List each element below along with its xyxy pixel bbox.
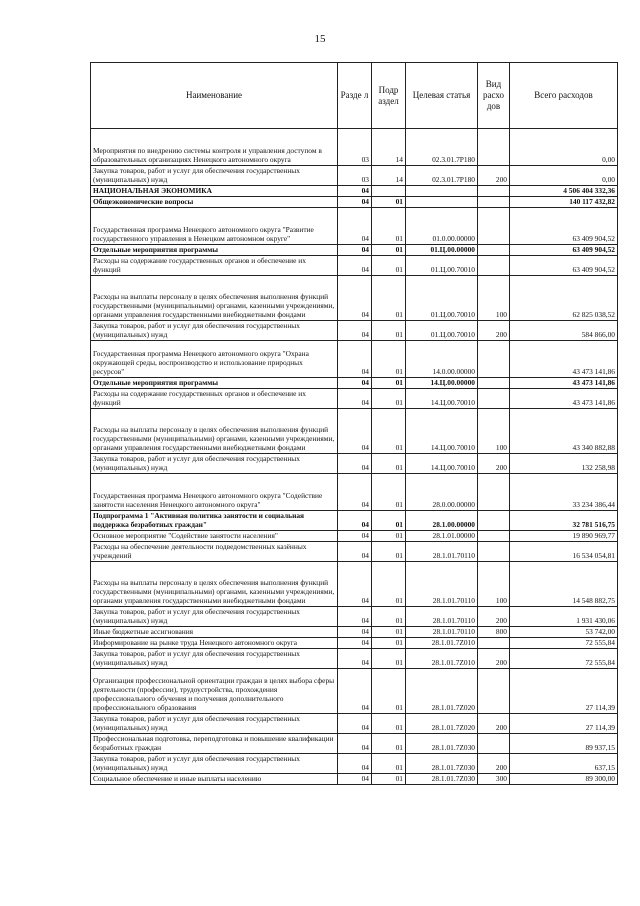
budget-table: [90, 62, 618, 785]
cell-sub: 01: [372, 531, 406, 542]
table-row: [91, 186, 618, 197]
cell-section: 04: [338, 669, 372, 714]
cell-section: 04: [338, 627, 372, 638]
cell-amount: 63 409 904,52: [510, 245, 618, 256]
cell-type: [478, 638, 510, 649]
cell-amount: 19 890 969,77: [510, 531, 618, 542]
table-row: [91, 754, 618, 774]
cell-name: Расходы на выплаты персоналу в целях обеспечения выполнения функций государственными (муниципальными) органами, казенными учреждениями, органами управления государственными внебюджетными фондами: [91, 409, 338, 454]
cell-type: [478, 197, 510, 208]
cell-type: 200: [478, 166, 510, 186]
cell-sub: 01: [372, 669, 406, 714]
cell-type: [478, 389, 510, 409]
table-row: [91, 166, 618, 186]
cell-sub: 01: [372, 542, 406, 562]
cell-type: 100: [478, 562, 510, 607]
cell-section: 04: [338, 531, 372, 542]
cell-section: 04: [338, 474, 372, 511]
cell-name: НАЦИОНАЛЬНАЯ ЭКОНОМИКА: [91, 186, 338, 197]
table-row: [91, 669, 618, 714]
header-total: Всего расходов: [510, 63, 618, 129]
cell-amount: 1 931 430,06: [510, 607, 618, 627]
table-row: [91, 409, 618, 454]
cell-target: 02.3.01.7Р180: [406, 129, 478, 166]
cell-type: [478, 511, 510, 531]
cell-sub: 01: [372, 197, 406, 208]
cell-target: 14.Ц.00.70010: [406, 409, 478, 454]
cell-amount: 4 506 404 332,36: [510, 186, 618, 197]
cell-amount: 32 781 516,75: [510, 511, 618, 531]
cell-target: 28.1.01.7Z010: [406, 649, 478, 669]
cell-target: 28.1.01.7Z030: [406, 774, 478, 785]
cell-amount: 584 866,00: [510, 321, 618, 341]
table-row: [91, 638, 618, 649]
cell-sub: 01: [372, 607, 406, 627]
cell-name: Иные бюджетные ассигнования: [91, 627, 338, 638]
cell-name: Расходы на содержание государственных органов и обеспечение их функций: [91, 256, 338, 276]
cell-type: [478, 734, 510, 754]
cell-sub: 01: [372, 754, 406, 774]
cell-name: Закупка товаров, работ и услуг для обеспечения государственных (муниципальных) нужд: [91, 714, 338, 734]
cell-target: 01.Ц.00.00000: [406, 245, 478, 256]
table-row: [91, 208, 618, 245]
cell-amount: 43 473 141,86: [510, 389, 618, 409]
cell-target: 28.1.01.7Z020: [406, 714, 478, 734]
cell-type: [478, 378, 510, 389]
cell-section: 04: [338, 341, 372, 378]
cell-section: 04: [338, 638, 372, 649]
cell-sub: 01: [372, 245, 406, 256]
cell-type: 200: [478, 321, 510, 341]
cell-name: Расходы на выплаты персоналу в целях обеспечения выполнения функций государственными (муниципальными) органами, казенными учреждениями, органами управления государственными внебюджетными фондами: [91, 276, 338, 321]
table-row: [91, 454, 618, 474]
cell-sub: 01: [372, 638, 406, 649]
cell-type: 100: [478, 409, 510, 454]
cell-sub: 01: [372, 734, 406, 754]
cell-section: 04: [338, 208, 372, 245]
cell-sub: 01: [372, 321, 406, 341]
cell-section: 04: [338, 321, 372, 341]
cell-name: Отдельные мероприятия программы: [91, 245, 338, 256]
cell-name: Мероприятия по внедрению системы контроля и управления доступом в образовательных организациях Ненецкого автономного округа: [91, 129, 338, 166]
cell-name: Государственная программа Ненецкого автономного округа "Охрана окружающей среды, воспроизводство и использование природных ресурсов": [91, 341, 338, 378]
table-row: [91, 607, 618, 627]
cell-section: 04: [338, 197, 372, 208]
cell-sub: 01: [372, 649, 406, 669]
table-row: [91, 474, 618, 511]
cell-type: 200: [478, 714, 510, 734]
cell-sub: [372, 186, 406, 197]
cell-name: Закупка товаров, работ и услуг для обеспечения государственных (муниципальных) нужд: [91, 166, 338, 186]
table-row: [91, 714, 618, 734]
cell-section: 04: [338, 186, 372, 197]
cell-amount: 89 300,00: [510, 774, 618, 785]
cell-section: 04: [338, 511, 372, 531]
cell-amount: 0,00: [510, 166, 618, 186]
cell-target: 14.Ц.00.00000: [406, 378, 478, 389]
cell-type: 100: [478, 276, 510, 321]
cell-name: Информирование на рынке труда Ненецкого автономного округа: [91, 638, 338, 649]
cell-section: 04: [338, 542, 372, 562]
cell-amount: 89 937,15: [510, 734, 618, 754]
cell-target: 14.Ц.00.70010: [406, 454, 478, 474]
cell-section: 04: [338, 607, 372, 627]
cell-sub: 01: [372, 454, 406, 474]
cell-type: [478, 341, 510, 378]
cell-type: [478, 186, 510, 197]
table-row: [91, 627, 618, 638]
table-body: [91, 129, 618, 785]
cell-name: Расходы на содержание государственных органов и обеспечение их функций: [91, 389, 338, 409]
cell-type: 800: [478, 627, 510, 638]
cell-type: 300: [478, 774, 510, 785]
table-row: [91, 245, 618, 256]
cell-section: 04: [338, 389, 372, 409]
cell-section: 03: [338, 166, 372, 186]
cell-sub: 14: [372, 166, 406, 186]
cell-sub: 01: [372, 341, 406, 378]
cell-amount: 14 548 882,75: [510, 562, 618, 607]
cell-target: 28.1.00.00000: [406, 511, 478, 531]
cell-amount: 27 114,39: [510, 714, 618, 734]
table-row: [91, 341, 618, 378]
cell-section: 04: [338, 649, 372, 669]
cell-section: 04: [338, 276, 372, 321]
header-section: Разде л: [338, 63, 372, 129]
cell-type: [478, 474, 510, 511]
cell-amount: 140 117 432,82: [510, 197, 618, 208]
cell-section: 04: [338, 256, 372, 276]
table-row: [91, 276, 618, 321]
cell-sub: 01: [372, 774, 406, 785]
cell-type: [478, 208, 510, 245]
cell-section: 04: [338, 378, 372, 389]
table-row: [91, 321, 618, 341]
cell-type: 200: [478, 649, 510, 669]
cell-target: [406, 197, 478, 208]
cell-target: 01.0.00.00000: [406, 208, 478, 245]
cell-type: [478, 669, 510, 714]
cell-name: Закупка товаров, работ и услуг для обеспечения государственных (муниципальных) нужд: [91, 454, 338, 474]
cell-name: Основное мероприятие "Содействие занятости населения": [91, 531, 338, 542]
header-type: Вид расхо дов: [478, 63, 510, 129]
cell-amount: 72 555,84: [510, 638, 618, 649]
cell-name: Социальное обеспечение и иные выплаты населению: [91, 774, 338, 785]
cell-amount: 43 473 141,86: [510, 341, 618, 378]
cell-type: [478, 129, 510, 166]
header-name: Наименование: [91, 63, 338, 129]
cell-target: 28.1.01.00000: [406, 531, 478, 542]
cell-sub: 01: [372, 256, 406, 276]
cell-sub: 01: [372, 562, 406, 607]
cell-section: 03: [338, 129, 372, 166]
cell-type: 200: [478, 454, 510, 474]
cell-section: 04: [338, 714, 372, 734]
cell-sub: 01: [372, 208, 406, 245]
cell-type: 200: [478, 607, 510, 627]
cell-type: [478, 531, 510, 542]
table-row: [91, 542, 618, 562]
table-row: [91, 531, 618, 542]
cell-section: 04: [338, 245, 372, 256]
cell-section: 04: [338, 454, 372, 474]
cell-target: 28.1.01.70110: [406, 627, 478, 638]
cell-section: 04: [338, 409, 372, 454]
cell-name: Закупка товаров, работ и услуг для обеспечения государственных (муниципальных) нужд: [91, 649, 338, 669]
table-row: [91, 649, 618, 669]
cell-name: Общеэкономические вопросы: [91, 197, 338, 208]
header-target: Целевая статья: [406, 63, 478, 129]
cell-type: [478, 245, 510, 256]
cell-target: 14.0.00.00000: [406, 341, 478, 378]
cell-sub: 01: [372, 389, 406, 409]
cell-name: Закупка товаров, работ и услуг для обеспечения государственных (муниципальных) нужд: [91, 607, 338, 627]
table-row: [91, 378, 618, 389]
cell-name: Государственная программа Ненецкого автономного округа "Содействие занятости населения Ненецкого автономного округа": [91, 474, 338, 511]
cell-name: Закупка товаров, работ и услуг для обеспечения государственных (муниципальных) нужд: [91, 754, 338, 774]
cell-amount: 53 742,00: [510, 627, 618, 638]
cell-target: 01.Ц.00.70010: [406, 256, 478, 276]
cell-target: 28.1.01.7Z030: [406, 754, 478, 774]
cell-amount: 62 825 038,52: [510, 276, 618, 321]
cell-name: Профессиональная подготовка, переподготовка и повышение квалификации безработных граждан: [91, 734, 338, 754]
cell-amount: 16 534 054,81: [510, 542, 618, 562]
cell-amount: 637,15: [510, 754, 618, 774]
table-row: [91, 774, 618, 785]
cell-sub: 01: [372, 474, 406, 511]
cell-amount: 33 234 386,44: [510, 474, 618, 511]
page-number: 15: [314, 33, 326, 45]
cell-amount: 27 114,39: [510, 669, 618, 714]
cell-type: [478, 256, 510, 276]
cell-sub: 01: [372, 409, 406, 454]
cell-amount: 43 473 141,86: [510, 378, 618, 389]
table-row: [91, 511, 618, 531]
cell-sub: 01: [372, 276, 406, 321]
cell-target: 28.1.01.7Z030: [406, 734, 478, 754]
table-row: [91, 197, 618, 208]
cell-sub: 01: [372, 627, 406, 638]
cell-type: [478, 542, 510, 562]
table-row: [91, 389, 618, 409]
cell-sub: 01: [372, 378, 406, 389]
cell-sub: 01: [372, 511, 406, 531]
cell-target: 28.1.01.7Z010: [406, 638, 478, 649]
cell-sub: 01: [372, 714, 406, 734]
table-row: [91, 734, 618, 754]
cell-name: Отдельные мероприятия программы: [91, 378, 338, 389]
cell-target: 28.1.01.70110: [406, 607, 478, 627]
cell-target: 28.1.01.70110: [406, 562, 478, 607]
cell-name: Государственная программа Ненецкого автономного округа "Развитие государственного управления в Ненецком автономном округе": [91, 208, 338, 245]
cell-section: 04: [338, 754, 372, 774]
cell-amount: 0,00: [510, 129, 618, 166]
cell-target: 01.Ц.00.70010: [406, 276, 478, 321]
cell-target: [406, 186, 478, 197]
cell-target: 28.1.01.70110: [406, 542, 478, 562]
cell-target: 02.3.01.7Р180: [406, 166, 478, 186]
cell-sub: 14: [372, 129, 406, 166]
cell-name: Организация профессиональной ориентации граждан в целях выбора сферы деятельности (профессии), трудоустройства, прохождения профессионального обучения и получения дополнительного профессионального образования: [91, 669, 338, 714]
cell-target: 01.Ц.00.70010: [406, 321, 478, 341]
cell-section: 04: [338, 774, 372, 785]
cell-name: Расходы на обеспечение деятельности подведомственных казённых учреждений: [91, 542, 338, 562]
table-row: [91, 256, 618, 276]
cell-amount: 72 555,84: [510, 649, 618, 669]
cell-name: Закупка товаров, работ и услуг для обеспечения государственных (муниципальных) нужд: [91, 321, 338, 341]
cell-amount: 63 409 904,52: [510, 208, 618, 245]
cell-target: 28.1.01.7Z020: [406, 669, 478, 714]
cell-amount: 43 340 882,88: [510, 409, 618, 454]
header-subsection: Подр аздел: [372, 63, 406, 129]
cell-type: 200: [478, 754, 510, 774]
table-row: [91, 129, 618, 166]
cell-amount: 132 258,98: [510, 454, 618, 474]
table-header-row: [91, 63, 618, 129]
cell-target: 14.Ц.00.70010: [406, 389, 478, 409]
cell-section: 04: [338, 562, 372, 607]
cell-name: Расходы на выплаты персоналу в целях обеспечения выполнения функций государственными (муниципальными) органами, казенными учреждениями, органами управления государственными внебюджетными фондами: [91, 562, 338, 607]
table-row: [91, 562, 618, 607]
cell-section: 04: [338, 734, 372, 754]
cell-name: Подпрограмма 1 "Активная политика занятости и социальная поддержка безработных граждан": [91, 511, 338, 531]
cell-target: 28.0.00.00000: [406, 474, 478, 511]
cell-amount: 63 409 904,52: [510, 256, 618, 276]
